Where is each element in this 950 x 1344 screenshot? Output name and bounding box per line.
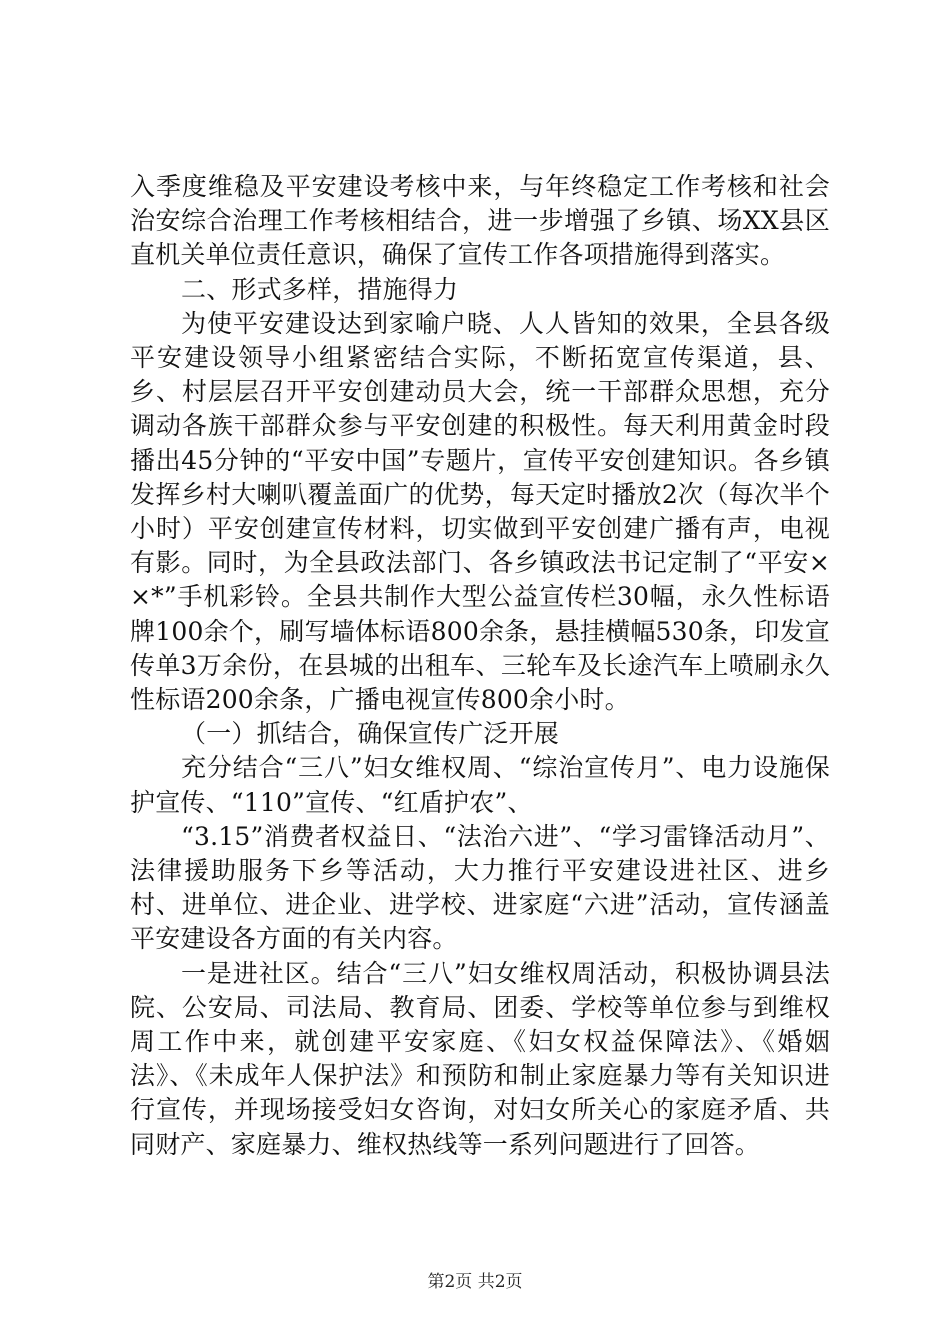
paragraph-publicity-channels: 为使平安建设达到家喻户晓、人人皆知的效果，全县各级平安建设领导小组紧密结合实际，不断拓宽宣传渠道，县、乡、村层层召开平安创建动员大会，统一干部群众思想，充分调动各族干部群众参与平安创建的积极性。每天利用黄金时段播出45分钟的“平安中国”专题片，宣传平安创建知识。各乡镇发挥乡村大喇叭覆盖面广的优势，每天定时播放2次（每次半个小时）平安创建宣传材料，切实做到平安创建广播有声，电视有影。同时，为全县政法部门、各乡镇政法书记定制了“平安××*”手机彩铃。全县共制作大型公益宣传栏30幅，永久性标语牌100余个，刷写墙体标语800余条，悬挂横幅530条，印发宣传单3万余份，在县城的出租车、三轮车及长途汽车上喷刷永久性标语200余条，广播电视宣传800余小时。 <box>130 308 830 715</box>
document-body <box>130 170 830 1162</box>
paragraph-combined-events: 充分结合“三八”妇女维权周、“综治宣传月”、电力设施保护宣传、“110”宣传、“红盾护农”、 <box>130 753 830 817</box>
section-heading-forms: 二、形式多样，措施得力 <box>181 274 459 304</box>
paragraph-six-entries: “3.15”消费者权益日、“法治六进”、“学习雷锋活动月”、法律援助服务下乡等活动，大力推行平安建设进社区、进乡村、进单位、进企业、进学校、进家庭“六进”活动，宣传涵盖平安建设各方面的有关内容。 <box>130 821 830 954</box>
paragraph-community: 一是进社区。结合“三八”妇女维权周活动，积极协调县法院、公安局、司法局、教育局、团委、学校等单位参与到维权周工作中来，就创建平安家庭、《妇女权益保障法》、《婚姻法》、《未成年人保护法》和预防和制止家庭暴力等有关知识进行宣传，并现场接受妇女咨询，对妇女所关心的家庭矛盾、共同财产、家庭暴力、维权热线等一系列问题进行了回答。 <box>130 958 830 1159</box>
page-number-footer: 第2页 共2页 <box>427 1272 523 1292</box>
paragraph-continuation: 入季度维稳及平安建设考核中来，与年终稳定工作考核和社会治安综合治理工作考核相结合，进一步增强了乡镇、场XX县区直机关单位责任意识，确保了宣传工作各项措施得到落实。 <box>130 172 830 270</box>
subsection-heading-combination: （一）抓结合，确保宣传广泛开展 <box>181 719 560 749</box>
